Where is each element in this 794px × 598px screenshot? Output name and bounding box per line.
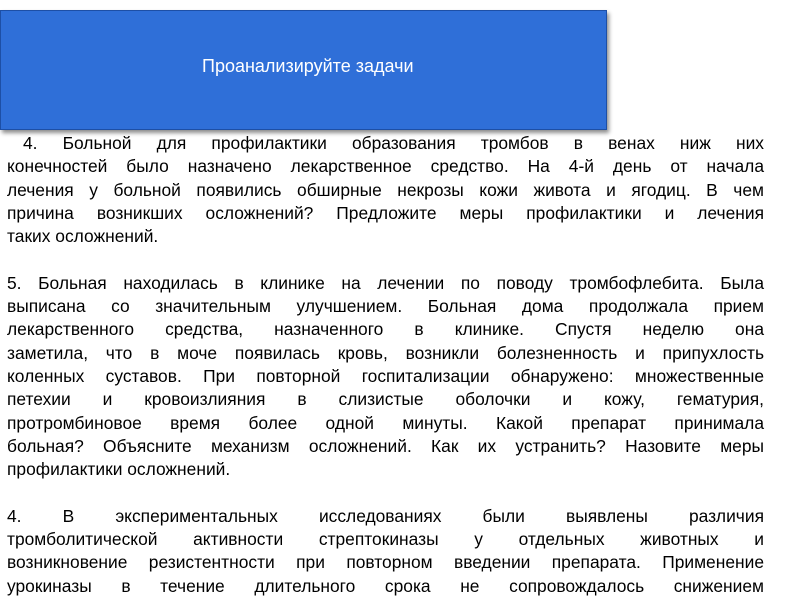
problem-line: петехии и кровоизлияния в слизистые оболочки и кожу, гематурия, <box>7 389 764 410</box>
problem-line: тромболитической активности стрептокиназы у отдельных животных и <box>7 529 764 550</box>
problem-line: 4. Больной для профилактики образования тромбов в венах ниж них <box>23 133 764 153</box>
problem-line: профилактики осложнений. <box>7 459 231 480</box>
problem-line: коленных суставов. При повторной госпитализации обнаружено: множественные <box>7 365 764 386</box>
slide-title: Проанализируйте задачи <box>202 56 414 76</box>
paragraph-gap <box>7 481 764 504</box>
problem-line: конечностей было назначено лекарственное средство. На 4-й день от начала <box>7 156 764 177</box>
problem-4-experimental <box>7 505 764 598</box>
problem-line: причина возникших осложнений? Предложите меры профилактики и лечения <box>7 202 764 223</box>
problem-line: таких осложнений. <box>7 226 159 247</box>
problems-content <box>7 132 764 598</box>
problem-4 <box>7 132 764 248</box>
title-banner <box>0 10 607 130</box>
problem-line: заметила, что в моче появилась кровь, возникли болезненность и припухлость <box>7 342 764 363</box>
problem-line: урокиназы в течение длительного срока не сопровождалось снижением <box>7 575 764 596</box>
problem-line: выписана со значительным улучшением. Больная дома продолжала прием <box>7 296 764 317</box>
problem-line: больная? Объясните механизм осложнений. Как их устранить? Назовите меры <box>7 435 764 456</box>
problem-line: возникновение резистентности при повторном введении препарата. Применение <box>7 552 764 573</box>
problem-line: 4. В экспериментальных исследованиях были выявлены различия <box>7 505 764 526</box>
paragraph-gap <box>7 248 764 271</box>
problem-line: 5. Больная находилась в клинике на лечении по поводу тромбофлебита. Была <box>7 272 764 293</box>
problem-5 <box>7 272 764 482</box>
problem-line: лекарственного средства, назначенного в клинике. Спустя неделю она <box>7 319 764 340</box>
problem-line: лечения у больной появились обширные некрозы кожи живота и ягодиц. В чем <box>7 179 764 200</box>
problem-line: протромбиновое время более одной минуты. Какой препарат принимала <box>7 412 764 433</box>
